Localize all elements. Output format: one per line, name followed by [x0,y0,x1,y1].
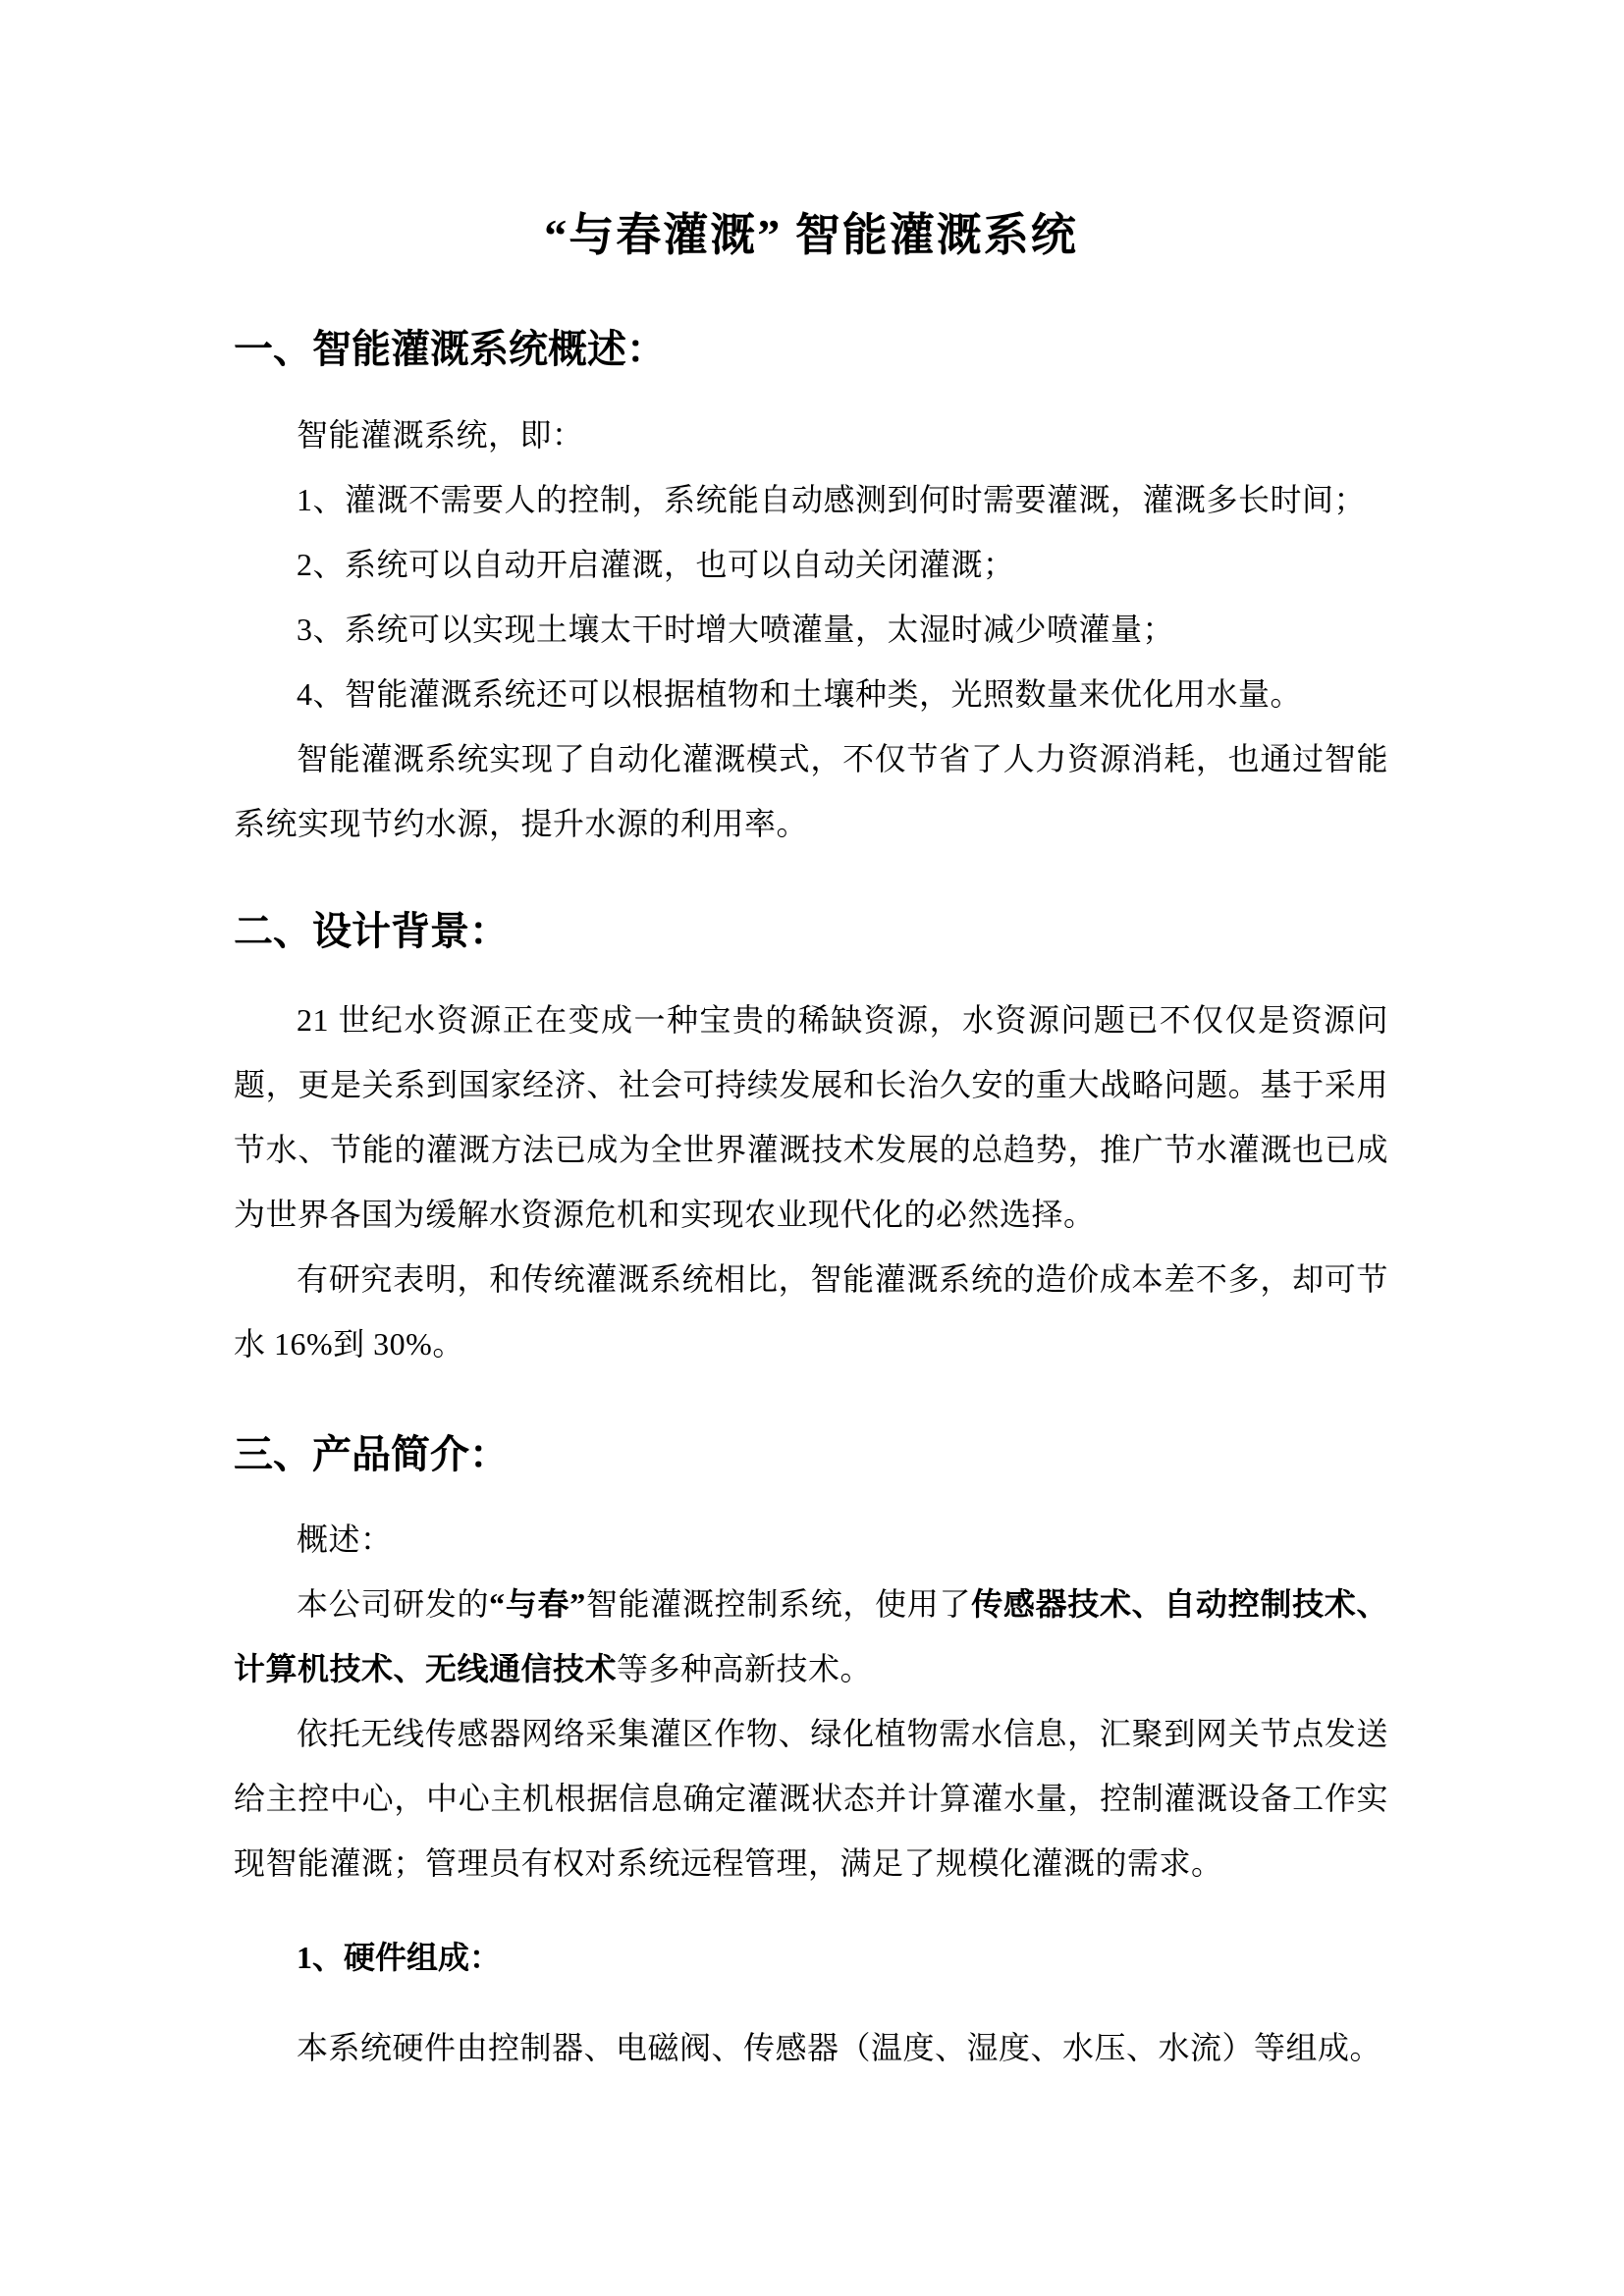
text-run: 等多种高新技术。 [617,1651,873,1686]
paragraph-hardware: 本系统硬件由控制器、电磁阀、传感器（温度、湿度、水压、水流）等组成。 [297,2030,1382,2065]
section-body-background [234,988,1388,1376]
paragraph-research: 有研究表明，和传统灌溉系统相比，智能灌溉系统的造价成本差不多，却可节水 16%到 30%。 [234,1261,1388,1362]
text-run: 智能灌溉控制系统，使用了 [585,1586,972,1622]
paragraph-intro-line: 智能灌溉系统，即： [297,417,584,453]
section-background [234,908,1388,1376]
paragraph-company-intro [234,1572,1388,1701]
section-heading-product: 三、产品简介： [234,1432,509,1476]
document-title: “与春灌溉” 智能灌溉系统 [544,210,1078,260]
text-run: 本公司研发的 [297,1586,490,1622]
numbered-item-1: 1、灌溉不需要人的控制，系统能自动感测到何时需要灌溉，灌溉多长时间； [297,482,1367,517]
sub-heading-hardware: 1、硬件组成： [297,1940,502,1975]
bold-run-technologies: 传感器技术、自动控制技术、计算机技术、无线通信技术 [234,1586,1388,1686]
paragraph-water-resource: 21 世纪水资源正在变成一种宝贵的稀缺资源，水资源问题已不仅仅是资源问题，更是关系到国家经济、社会可持续发展和长治久安的重大战略问题。基于采用节水、节能的灌溉方法已成为全世界灌溉技术发展的总趋势，推广节水灌溉也已成为世界各国为缓解水资源危机和实现农业现代化的必然选择。 [234,1002,1388,1232]
paragraph-summary: 智能灌溉系统实现了自动化灌溉模式，不仅节省了人力资源消耗，也通过智能系统实现节约水源，提升水源的利用率。 [234,741,1388,841]
section-product [234,1431,1388,2080]
section-overview [234,326,1388,856]
section-heading-background: 二、设计背景： [234,909,509,953]
numbered-item-4: 4、智能灌溉系统还可以根据植物和土壤种类，光照数量来优化用水量。 [297,676,1303,712]
section-body-overview [234,402,1388,856]
numbered-item-3: 3、系统可以实现土壤太干时增大喷灌量，太湿时减少喷灌量； [297,612,1175,647]
numbered-item-2: 2、系统可以自动开启灌溉，也可以自动关闭灌溉； [297,547,1015,582]
section-heading-overview: 一、智能灌溉系统概述： [234,327,666,371]
bold-run-product-name: “与春” [489,1586,586,1622]
overview-label: 概述： [297,1522,393,1557]
section-body-product [234,1507,1388,2080]
paragraph-network: 依托无线传感器网络采集灌区作物、绿化植物需水信息，汇聚到网关节点发送给主控中心，中心主机根据信息确定灌溉状态并计算灌水量，控制灌溉设备工作实现智能灌溉；管理员有权对系统远程管理，满足了规模化灌溉的需求。 [234,1716,1388,1881]
